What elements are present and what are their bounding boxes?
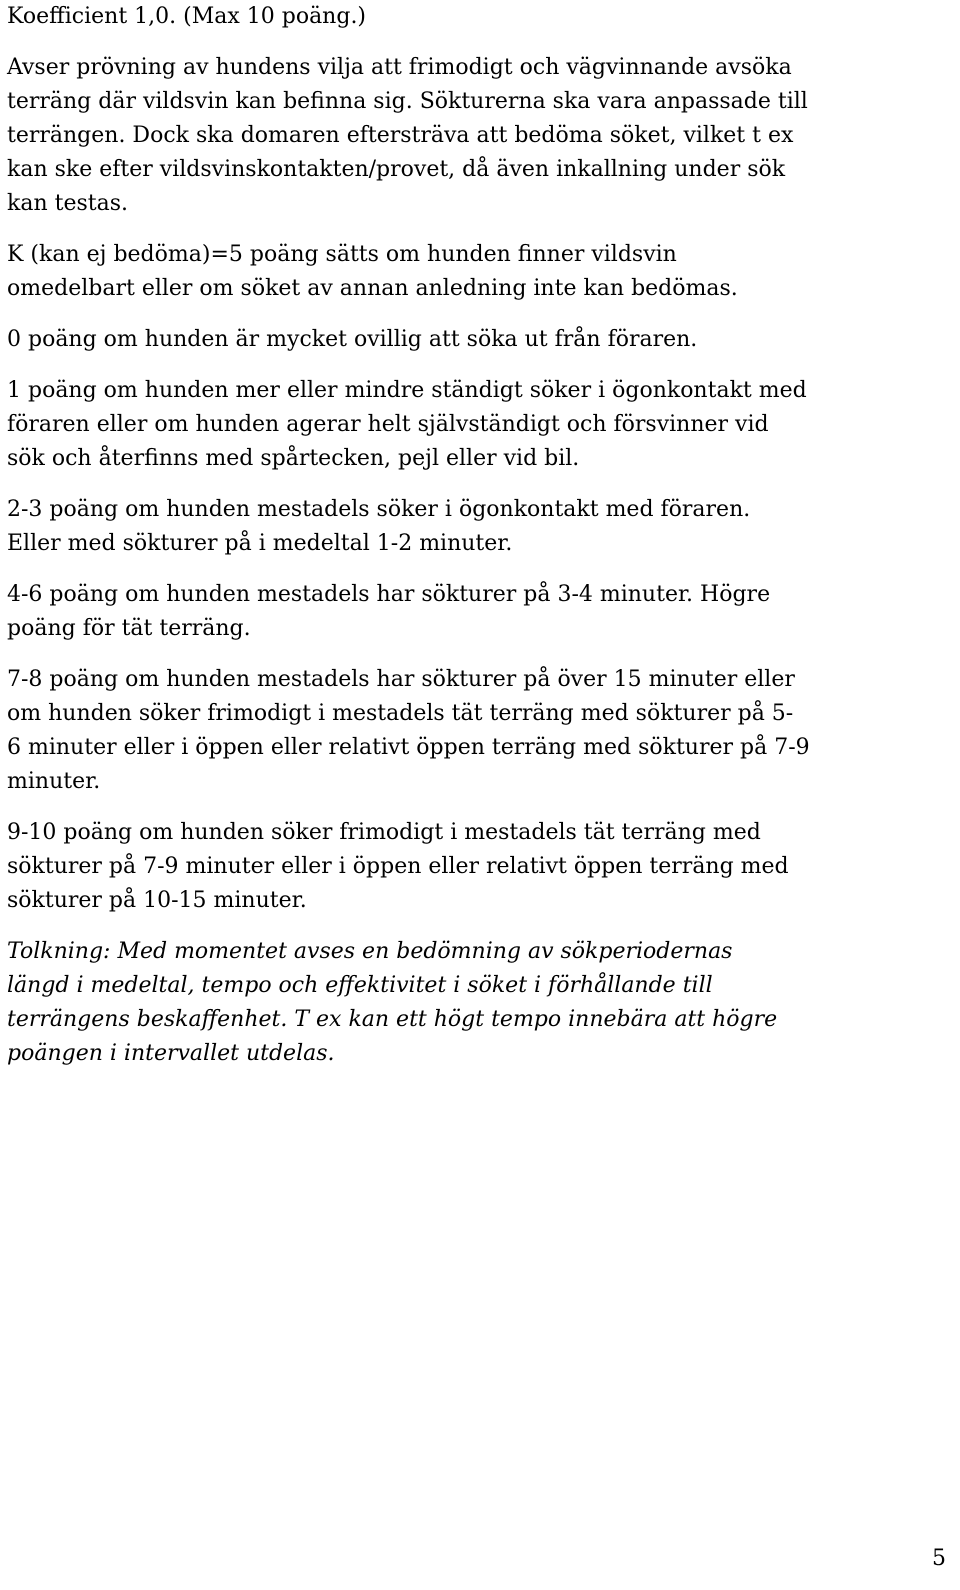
criterion-4-6 xyxy=(7,578,947,646)
text-line: minuter. xyxy=(7,769,101,794)
text-line: terräng där vildsvin kan befinna sig. Sökturerna ska vara anpassade till xyxy=(7,89,808,114)
text-line: terrängens beskaffenhet. T ex kan ett högt tempo innebära att högre xyxy=(7,1007,778,1032)
paragraph-gap xyxy=(7,306,947,323)
criterion-7-8 xyxy=(7,663,947,799)
text-line: poäng för tät terräng. xyxy=(7,616,251,641)
criterion-k xyxy=(7,238,947,306)
page-number: 5 xyxy=(932,1546,946,1571)
text-line: K (kan ej bedöma)=5 poäng sätts om hunden finner vildsvin xyxy=(7,242,677,267)
text-line: 6 minuter eller i öppen eller relativt öppen terräng med sökturer på 7-9 xyxy=(7,735,810,760)
text-line: kan testas. xyxy=(7,191,128,216)
text-line: om hunden söker frimodigt i mestadels tät terräng med sökturer på 5- xyxy=(7,701,794,726)
paragraph-gap xyxy=(7,561,947,578)
text-line: Eller med sökturer på i medeltal 1-2 minuter. xyxy=(7,531,513,556)
text-line: kan ske efter vildsvinskontakten/provet, då även inkallning under sök xyxy=(7,157,786,182)
criterion-0 xyxy=(7,323,947,357)
interpretation-paragraph xyxy=(7,935,947,1071)
text-line: 1 poäng om hunden mer eller mindre ständigt söker i ögonkontakt med xyxy=(7,378,807,403)
criterion-9-10 xyxy=(7,816,947,918)
paragraph-gap xyxy=(7,34,947,51)
paragraph-gap xyxy=(7,221,947,238)
text-line: sök och återfinns med spårtecken, pejl eller vid bil. xyxy=(7,446,580,471)
text-line: 9-10 poäng om hunden söker frimodigt i mestadels tät terräng med xyxy=(7,820,761,845)
paragraph-gap xyxy=(7,357,947,374)
paragraph-gap xyxy=(7,646,947,663)
text-line: sökturer på 10-15 minuter. xyxy=(7,888,307,913)
intro-paragraph xyxy=(7,51,947,221)
heading-line: Koefficient 1,0. (Max 10 poäng.) xyxy=(7,4,367,29)
criterion-2-3 xyxy=(7,493,947,561)
text-line: Avser prövning av hundens vilja att frimodigt och vägvinnande avsöka xyxy=(7,55,792,80)
text-line: 0 poäng om hunden är mycket ovillig att söka ut från föraren. xyxy=(7,327,698,352)
heading xyxy=(7,0,947,34)
text-line: 4-6 poäng om hunden mestadels har sökturer på 3-4 minuter. Högre xyxy=(7,582,771,607)
text-line: sökturer på 7-9 minuter eller i öppen eller relativt öppen terräng med xyxy=(7,854,789,879)
document-page xyxy=(7,0,947,1071)
text-line: 7-8 poäng om hunden mestadels har sökturer på över 15 minuter eller xyxy=(7,667,795,692)
text-line: 2-3 poäng om hunden mestadels söker i ögonkontakt med föraren. xyxy=(7,497,751,522)
paragraph-gap xyxy=(7,918,947,935)
text-line: poängen i intervallet utdelas. xyxy=(7,1041,335,1066)
text-line: terrängen. Dock ska domaren eftersträva att bedöma söket, vilket t ex xyxy=(7,123,794,148)
paragraph-gap xyxy=(7,476,947,493)
text-line: Tolkning: Med momentet avses en bedömning av sökperiodernas xyxy=(7,939,733,964)
paragraph-gap xyxy=(7,799,947,816)
criterion-1 xyxy=(7,374,947,476)
text-line: längd i medeltal, tempo och effektivitet i söket i förhållande till xyxy=(7,973,713,998)
text-line: omedelbart eller om söket av annan anledning inte kan bedömas. xyxy=(7,276,738,301)
text-line: föraren eller om hunden agerar helt självständigt och försvinner vid xyxy=(7,412,769,437)
